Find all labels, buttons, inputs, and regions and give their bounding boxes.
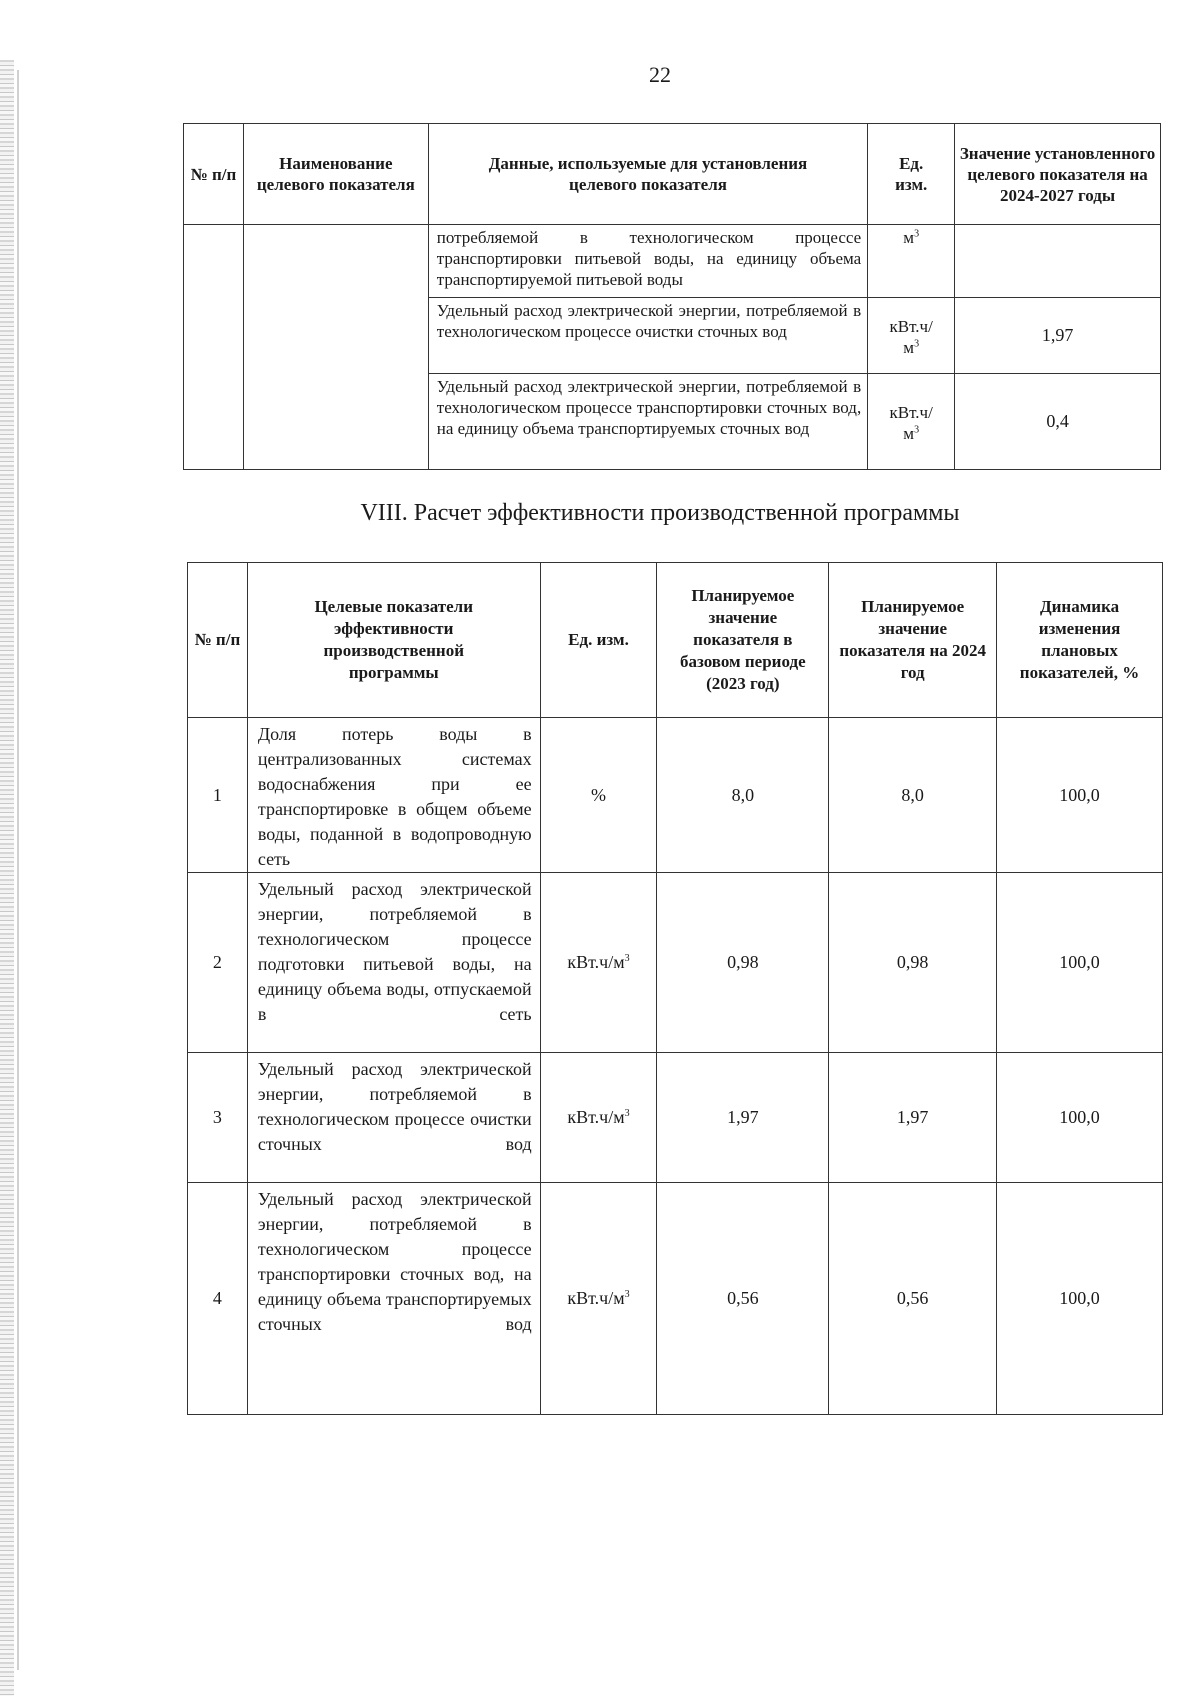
row-num: 3 [188, 1053, 248, 1183]
data-cell: потребляемой в технологическом процессе транспортировки питьевой воды, на единицу объема транспортируемой питьевой воды [428, 225, 867, 298]
dynamics-cell: 100,0 [997, 1183, 1163, 1415]
value-cell [955, 225, 1161, 298]
unit-cell: % [540, 718, 657, 873]
header-dynamics: Динамика изменения плановых показателей, % [997, 563, 1163, 718]
plan-value-cell: 0,56 [829, 1183, 997, 1415]
indicator-cell: Доля потерь воды в централизованных системах водоснабжения при ее транспортировке в общем объеме воды, поданной в водопроводную сеть [247, 718, 540, 873]
base-value-cell: 1,97 [657, 1053, 829, 1183]
table-row [188, 718, 1163, 873]
row-num: 2 [188, 873, 248, 1053]
header-plan: Планируемое значение показателя на 2024 год [829, 563, 997, 718]
unit-cell: кВт.ч/ $м^3$ [868, 374, 955, 470]
base-value-cell: 0,56 [657, 1183, 829, 1415]
header-num: № п/п [188, 563, 248, 718]
dynamics-cell: 100,0 [997, 873, 1163, 1053]
value-cell: 1,97 [955, 298, 1161, 374]
section-title: VIII. Расчет эффективности производственной программы [360, 500, 960, 526]
dynamics-cell: 100,0 [997, 718, 1163, 873]
page-number: 22 [649, 62, 671, 87]
table-row [188, 1183, 1163, 1415]
data-cell: Удельный расход электрической энергии, потребляемой в технологическом процессе очистки сточных вод [428, 298, 867, 374]
table-header-row [188, 563, 1163, 718]
header-value: Значение установленного целевого показателя на 2024-2027 годы [955, 124, 1161, 225]
header-indicator: Целевые показатели эффективности производственной программы [247, 563, 540, 718]
header-num: № п/п [184, 124, 244, 225]
efficiency-table [187, 562, 1163, 1415]
table-row [188, 1053, 1163, 1183]
unit-cell: $кВт.ч/м^3$ [540, 1183, 657, 1415]
row-num: 1 [188, 718, 248, 873]
name-cell [243, 225, 428, 470]
header-name: Наименование целевого показателя [243, 124, 428, 225]
table-row [188, 873, 1163, 1053]
dynamics-cell: 100,0 [997, 1053, 1163, 1183]
num-cell [184, 225, 244, 470]
scan-edge-line [17, 70, 19, 1670]
unit-cell: $кВт.ч/м^3$ [540, 873, 657, 1053]
unit-cell: кВт.ч/ $м^3$ [868, 298, 955, 374]
scan-edge-artifact [0, 60, 14, 1696]
unit-cell: $кВт.ч/м^3$ [540, 1053, 657, 1183]
plan-value-cell: 8,0 [829, 718, 997, 873]
value-cell: 0,4 [955, 374, 1161, 470]
base-value-cell: 8,0 [657, 718, 829, 873]
plan-value-cell: 1,97 [829, 1053, 997, 1183]
indicator-cell: Удельный расход электрической энергии, потребляемой в технологическом процессе транспортировки сточных вод, на единицу объема транспортируемых сточных вод [247, 1183, 540, 1415]
header-unit: Ед. изм. [540, 563, 657, 718]
header-data: Данные, используемые для установления целевого показателя [428, 124, 867, 225]
unit-cell: $м^3$ [868, 225, 955, 298]
data-cell: Удельный расход электрической энергии, потребляемой в технологическом процессе транспортировки сточных вод, на единицу объема транспортируемых сточных вод [428, 374, 867, 470]
header-unit: Ед. изм. [868, 124, 955, 225]
indicator-cell: Удельный расход электрической энергии, потребляемой в технологическом процессе очистки сточных вод [247, 1053, 540, 1183]
row-num: 4 [188, 1183, 248, 1415]
plan-value-cell: 0,98 [829, 873, 997, 1053]
header-base: Планируемое значение показателя в базовом периоде (2023 год) [657, 563, 829, 718]
table-header-row [184, 124, 1161, 225]
table-row [184, 225, 1161, 298]
indicator-cell: Удельный расход электрической энергии, потребляемой в технологическом процессе подготовки питьевой воды, на единицу объема воды, отпускаемой в сеть [247, 873, 540, 1053]
target-indicators-table [183, 123, 1161, 470]
base-value-cell: 0,98 [657, 873, 829, 1053]
